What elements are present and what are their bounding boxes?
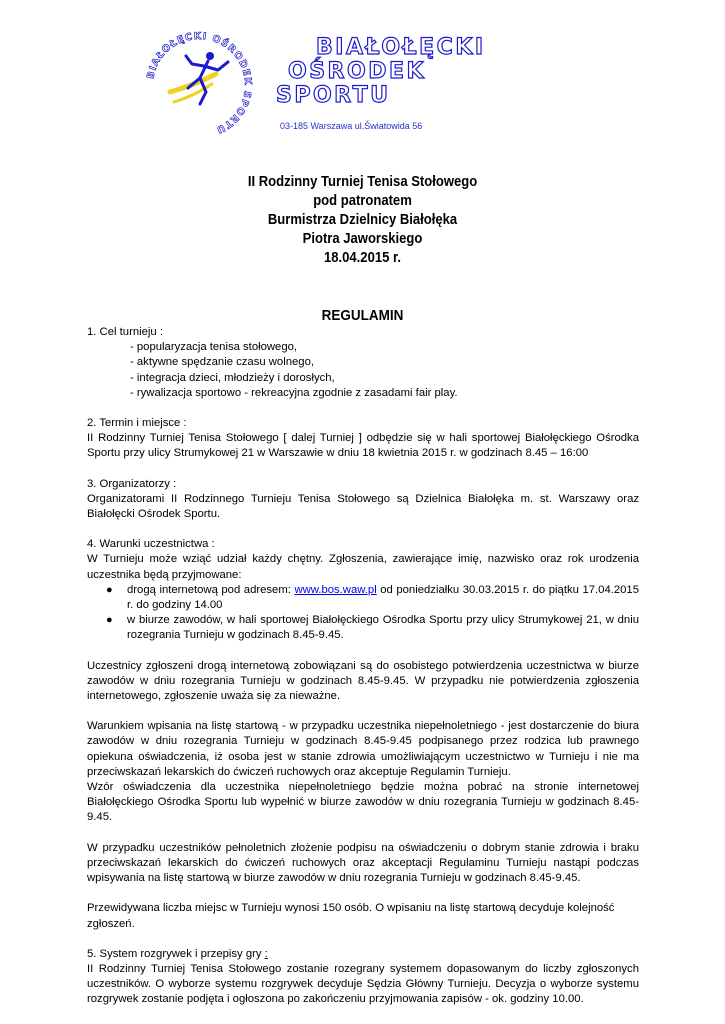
section4-paragraph: Warunkiem wpisania na listę startową - w przypadku uczestnika niepełnoletniego - jest dostarczenie do biura zawodów w dniu rozegrania Turnieju w godzinach 8.45-9.45 podpisanego przez rodzica lub prawnego opiekuna oświadczenia, iż osoba jest w stanie zdrowia umożliwiającym uczestnictwo w Turnieju i nie ma przeciwskazań lekarskich do ćwiczeń ruchowych oraz akceptuje Regulamin Turnieju. <box>87 720 639 778</box>
title-line2: pod patronatem <box>313 193 412 209</box>
title-line4: Piotra Jaworskiego <box>302 231 423 247</box>
org-name-line3: SPORTU <box>276 83 391 108</box>
list-item <box>87 613 639 643</box>
document-body <box>87 325 639 1008</box>
regulamin-heading: REGULAMIN <box>321 307 404 324</box>
org-name-line2: OŚRODEK <box>288 59 427 84</box>
section2-heading: 2. Termin i miejsce : <box>87 417 187 430</box>
section1-list <box>87 340 639 401</box>
section4-paragraph: Uczestnicy zgłoszeni drogą internetową zobowiązani są do osobistego potwierdzenia uczestnictwa w biurze zawodów w dniu rozegrania Turnieju w godzinach 8.45-9.45. W przypadku nie potwierdzenia zgłoszenia internetowego, zgłoszenie uważa się za nieważne. <box>87 659 639 703</box>
section4-paragraph: Wzór oświadczenia dla uczestnika niepełnoletniego będzie można pobrać na stronie internetowej Białołęckiego Ośrodka Sportu lub wypełnić w biurze zawodów w dniu rozegrania Turnieju w godzinach 8.45-9.45. <box>87 781 639 824</box>
section4-paragraph: Przewidywana liczba miejsc w Turnieju wynosi 150 osób. O wpisaniu na listę startową decyduje kolejność zgłoszeń. <box>87 902 615 930</box>
section5-text: II Rodzinny Turniej Tenisa Stołowego zostanie rozegrany systemem dopasowanym do liczby zgłoszonych uczestników. O wyborze systemu rozgrywek decyduje Sędzia Główny Turnieju. Decyzja o wyborze systemu rozgrywek zostanie podjęta i ogłoszona po zakończeniu przyjmowania zapisów - ok. godziny 10.00. <box>87 962 639 1006</box>
title-line3: Burmistrza Dzielnicy Białołęka <box>267 212 458 228</box>
section3-heading: 3. Organizatorzy : <box>87 477 177 490</box>
list-item: - rywalizacja sportowo - rekreacyjna zgodnie z zasadami fair play. <box>130 386 458 399</box>
title-date: 18.04.2015 r. <box>324 250 401 266</box>
list-item: - popularyzacja tenisa stołowego, <box>130 341 298 354</box>
bullet-text: w biurze zawodów, w hali sportowej Białołęckiego Ośrodka Sportu przy ulicy Strumykowej 21, w dniu rozegrania Turnieju w godzinach 8.45-9.45. <box>127 614 639 642</box>
bullet-icon: ● <box>106 614 113 627</box>
logo-graphic <box>140 26 258 144</box>
org-address: 03-185 Warszawa ul.Światowida 56 <box>280 121 423 131</box>
section3-text: Organizatorami II Rodzinnego Turnieju Tenisa Stołowego są Dzielnica Białołęka m. st. Warszawy oraz Białołęcki Ośrodek Sportu. <box>87 492 639 521</box>
section4-heading: 4. Warunki uczestnictwa : <box>87 538 215 551</box>
bullet-text: od poniedziałku 30.03.2015 r. do piątku 17.04.2015 r. do godziny 14.00 <box>127 583 639 612</box>
org-name-line1: BIAŁOŁĘCKI <box>316 35 486 60</box>
section4-paragraph: W przypadku uczestników pełnoletnich złożenie podpisu na oświadczeniu o dobrym stanie zdrowia i braku przeciwskazań lekarskich do ćwiczeń ruchowych oraz akceptacji Regulaminu Turnieju nastąpi podczas wpisywania na listę startową w biurze zawodów w dniu rozegrania Turnieju w godzinach 8.45-9.45. <box>87 841 639 885</box>
section1-heading: 1. Cel turnieju : <box>87 326 163 338</box>
list-item: - integracja dzieci, młodzieży i dorosłych, <box>130 371 335 384</box>
title-line1: II Rodzinny Turniej Tenisa Stołowego <box>247 174 478 190</box>
section5-heading-text: 5. System rozgrywek i przepisy gry <box>87 947 265 960</box>
svg-text:BIAŁOŁĘCKI OŚRODEK SPORTU: BIAŁOŁĘCKI OŚRODEK SPORTU <box>145 30 254 136</box>
bullet-text: drogą internetową pod adresem: <box>127 583 295 596</box>
list-item: - aktywne spędzanie czasu wolnego, <box>130 356 314 369</box>
registration-methods-list <box>87 583 639 644</box>
list-item <box>87 583 639 613</box>
logo <box>140 26 258 144</box>
document-title <box>0 173 725 268</box>
website-link[interactable]: www.bos.waw.pl <box>294 583 377 596</box>
section4-intro: W Turnieju może wziąć udział każdy chętny. Zgłoszenia, zawierające imię, nazwisko oraz rok urodzenia uczestnika będą przyjmowane: <box>87 553 639 581</box>
organization-name <box>276 36 576 114</box>
bullet-icon: ● <box>106 583 113 596</box>
section5-heading-colon: : <box>264 947 268 960</box>
section5-heading <box>87 947 639 962</box>
section2-text: II Rodzinny Turniej Tenisa Stołowego [ dalej Turniej ] odbędzie się w hali sportowej Białołęckiego Ośrodka Sportu przy ulicy Strumykowej 21 w Warszawie w dniu 18 kwietnia 2015 r. w godzinach 8.45 – 16:00 <box>87 432 639 460</box>
